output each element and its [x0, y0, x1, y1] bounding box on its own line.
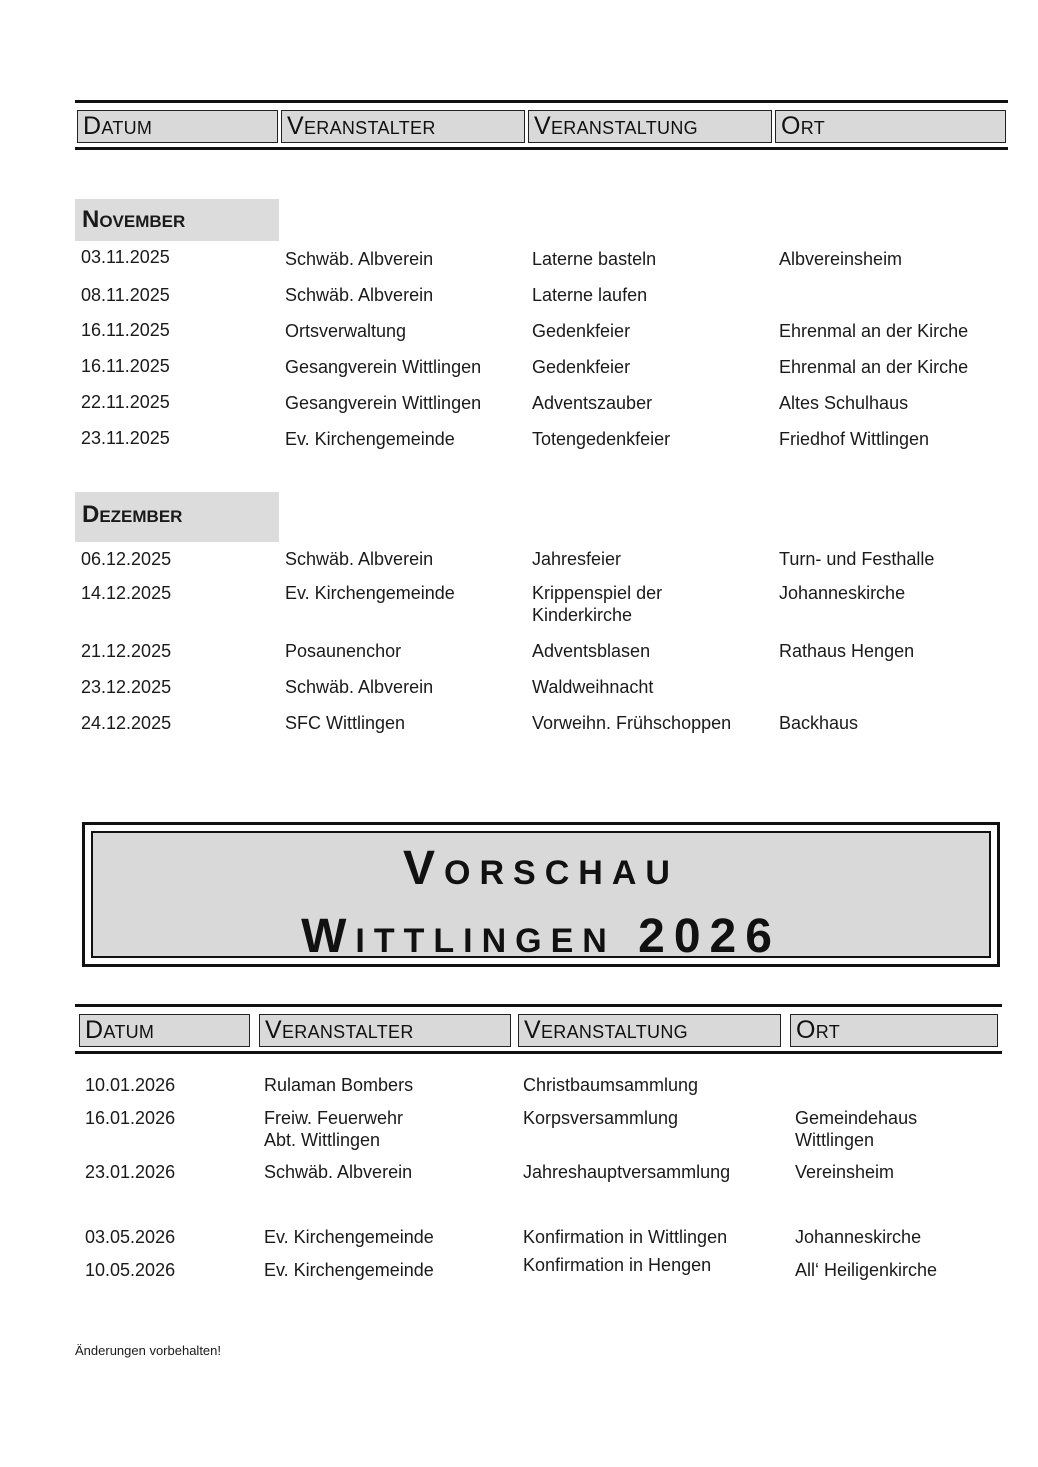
table-row-event: Waldweihnacht	[532, 677, 654, 697]
preview-banner-inner	[91, 831, 991, 963]
table-header-preview	[75, 1004, 1002, 1054]
table-row-org: Freiw. Feuerwehr Abt. Wittlingen	[264, 1108, 404, 1150]
header-ort: Ort	[775, 110, 1006, 143]
table-row-date: 06.12.2025	[81, 549, 172, 569]
table-header-top	[75, 100, 1008, 150]
table-row-event: Korpsversammlung	[523, 1108, 679, 1128]
table-row-event: Krippenspiel der Kinderkirche	[532, 583, 663, 625]
table-row-date: 16.11.2025	[81, 320, 170, 340]
table-row-org: Gesangverein Wittlingen	[285, 393, 482, 413]
footer-note: Änderungen vorbehalten!	[75, 1343, 222, 1358]
header-datum: Datum	[79, 1014, 250, 1047]
table-row-place: Albvereinsheim	[779, 249, 903, 269]
table-row-org: Ev. Kirchengemeinde	[285, 429, 455, 449]
table-row-date: 24.12.2025	[81, 713, 172, 733]
table-row-event: Jahreshauptversammlung	[523, 1162, 731, 1182]
month-november: November	[75, 199, 279, 241]
table-row-date: 03.11.2025	[81, 247, 170, 267]
table-row-event: Christbaumsammlung	[523, 1075, 699, 1095]
table-row-date: 23.12.2025	[81, 677, 172, 697]
table-row-event: Gedenkfeier	[532, 321, 631, 341]
table-row-event: Laterne basteln	[532, 249, 657, 269]
table-row-place: Vereinsheim	[795, 1162, 895, 1182]
table-row-org: Schwäb. Albverein	[285, 549, 434, 569]
table-row-org: Ev. Kirchengemeinde	[264, 1227, 434, 1247]
table-row-date: 16.01.2026	[85, 1108, 176, 1128]
header-veranstaltung: Veranstaltung	[518, 1014, 781, 1047]
table-row-org: Ev. Kirchengemeinde	[285, 583, 455, 603]
table-row-date: 16.11.2025	[81, 356, 170, 376]
table-row-org: Gesangverein Wittlingen	[285, 357, 482, 377]
header-veranstalter: Veranstalter	[259, 1014, 511, 1047]
table-row-place: Rathaus Hengen	[779, 641, 915, 661]
table-row-date: 10.01.2026	[85, 1075, 176, 1095]
table-row-event: Jahresfeier	[532, 549, 622, 569]
table-row-org: Schwäb. Albverein	[264, 1162, 413, 1182]
table-row-event: Konfirmation in Wittlingen	[523, 1227, 728, 1247]
header-veranstaltung: Veranstaltung	[528, 110, 772, 143]
table-row-event: Totengedenkfeier	[532, 429, 671, 449]
table-row-place: Johanneskirche	[779, 583, 906, 603]
table-row-org: Posaunenchor	[285, 641, 402, 661]
table-row-org: Schwäb. Albverein	[285, 285, 434, 305]
table-row-date: 03.05.2026	[85, 1227, 176, 1247]
preview-banner	[82, 822, 1000, 967]
table-row-org: Schwäb. Albverein	[285, 249, 434, 269]
header-ort: Ort	[790, 1014, 998, 1047]
preview-title: Vorschau	[403, 842, 679, 895]
table-row-date: 08.11.2025	[81, 285, 170, 305]
table-row-place: Altes Schulhaus	[779, 393, 909, 413]
table-row-place: Gemeindehaus Wittlingen	[795, 1108, 918, 1150]
header-veranstalter: Veranstalter	[281, 110, 525, 143]
header-datum: Datum	[77, 110, 278, 143]
table-row-place: Backhaus	[779, 713, 859, 733]
table-row-event: Adventszauber	[532, 393, 653, 413]
table-row-org: Ev. Kirchengemeinde	[264, 1260, 434, 1280]
table-row-event: Gedenkfeier	[532, 357, 631, 377]
table-row-date: 22.11.2025	[81, 392, 170, 412]
table-row-event: Konfirmation in Hengen	[523, 1255, 712, 1275]
table-row-place: Turn- und Festhalle	[779, 549, 935, 569]
table-row-org: Schwäb. Albverein	[285, 677, 434, 697]
table-row-date: 10.05.2026	[85, 1260, 176, 1280]
table-row-place: Ehrenmal an der Kirche	[779, 357, 969, 377]
table-row-date: 21.12.2025	[81, 641, 172, 661]
table-row-place: All‘ Heiligenkirche	[795, 1260, 938, 1280]
table-row-place: Friedhof Wittlingen	[779, 429, 930, 449]
table-row-date: 23.11.2025	[81, 428, 170, 448]
table-row-org: Ortsverwaltung	[285, 321, 407, 341]
table-row-place: Johanneskirche	[795, 1227, 922, 1247]
table-row-org: SFC Wittlingen	[285, 713, 406, 733]
month-dezember: Dezember	[75, 492, 279, 542]
table-row-event: Laterne laufen	[532, 285, 648, 305]
table-row-event: Adventsblasen	[532, 641, 651, 661]
table-row-org: Rulaman Bombers	[264, 1075, 414, 1095]
table-row-date: 23.01.2026	[85, 1162, 176, 1182]
table-row-event: Vorweihn. Frühschoppen	[532, 713, 732, 733]
preview-subtitle: Wittlingen 2026	[301, 910, 781, 963]
table-row-date: 14.12.2025	[81, 583, 172, 603]
table-row-place: Ehrenmal an der Kirche	[779, 321, 969, 341]
